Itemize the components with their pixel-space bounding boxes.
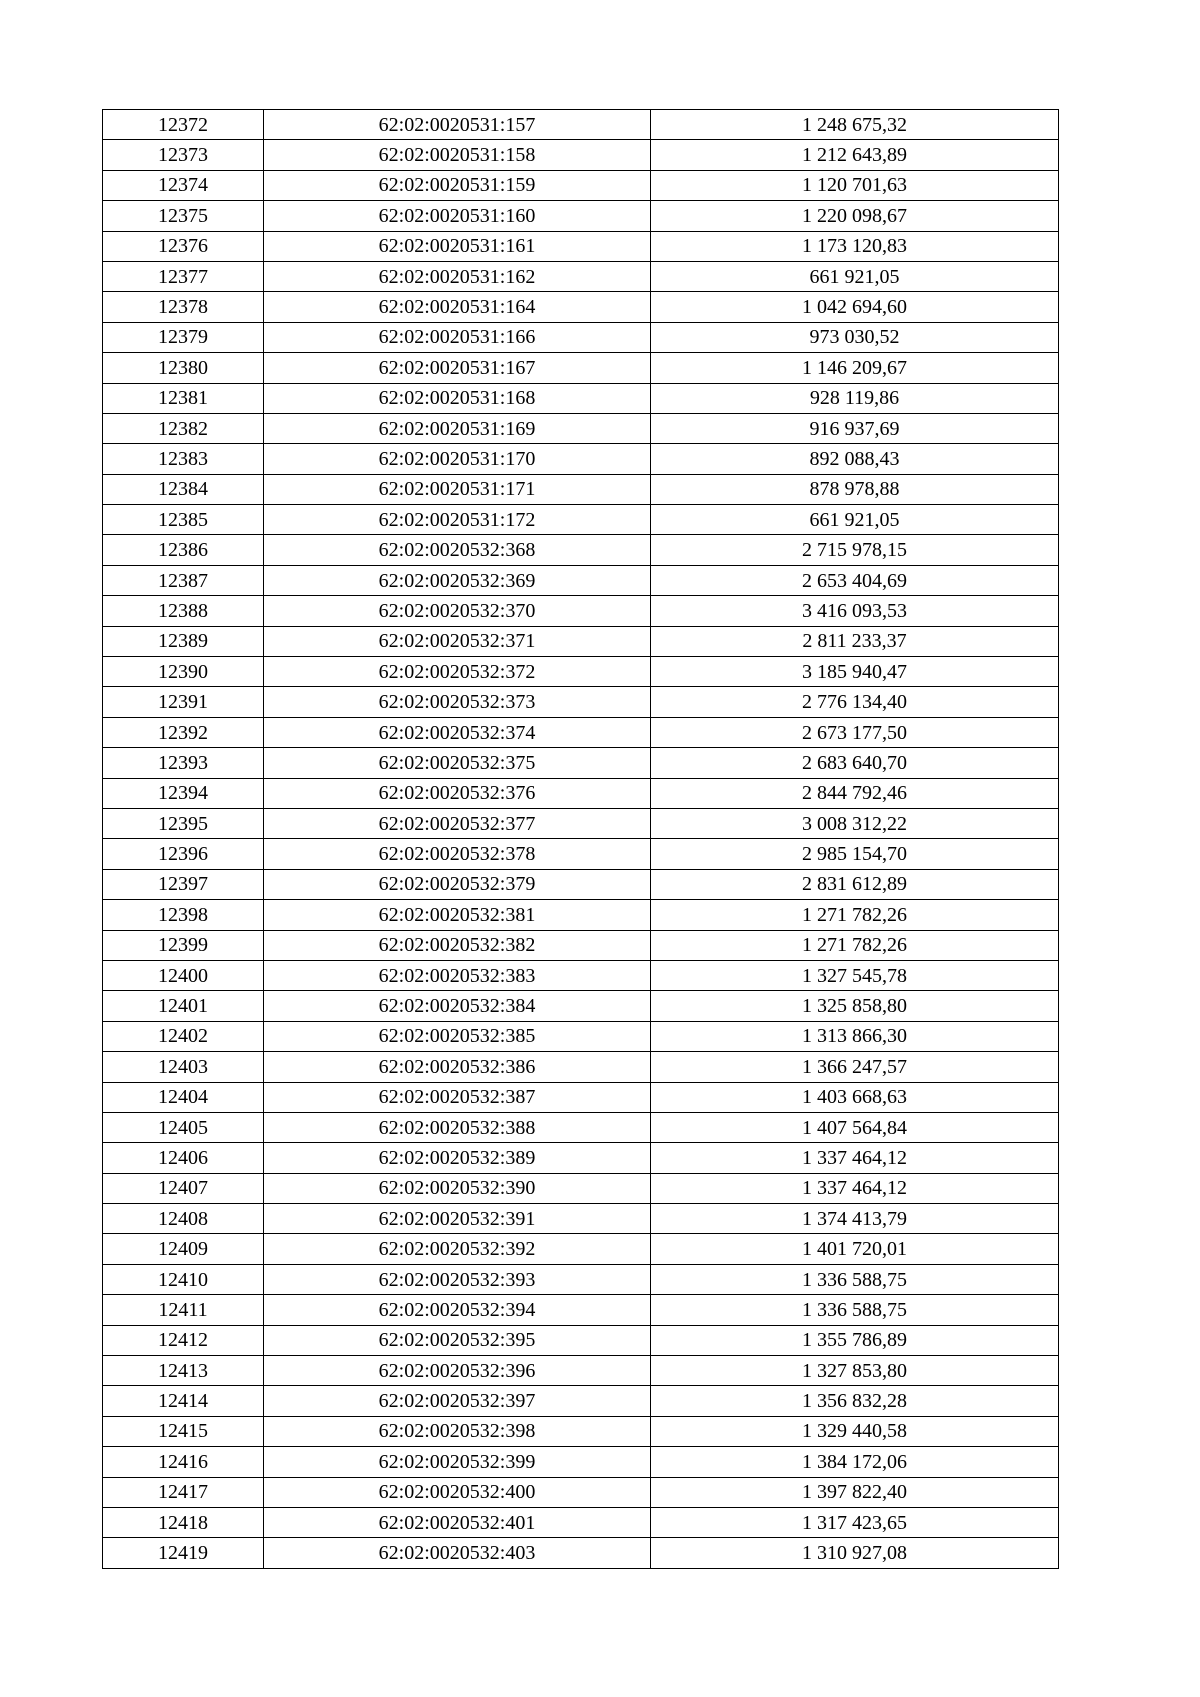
table-row — [103, 110, 1059, 140]
row-number-cell: 12408 — [103, 1204, 264, 1234]
cadastral-number-cell: 62:02:0020531:159 — [264, 170, 651, 200]
row-number-cell: 12384 — [103, 474, 264, 504]
row-number-cell: 12419 — [103, 1538, 264, 1568]
cadastral-value-cell: 1 271 782,26 — [651, 900, 1059, 930]
cadastral-value-cell: 661 921,05 — [651, 505, 1059, 535]
row-number-cell: 12406 — [103, 1143, 264, 1173]
table-row — [103, 657, 1059, 687]
table-row — [103, 383, 1059, 413]
row-number-cell: 12377 — [103, 261, 264, 291]
cadastral-number-cell: 62:02:0020532:392 — [264, 1234, 651, 1264]
cadastral-number-cell: 62:02:0020532:370 — [264, 596, 651, 626]
table-row — [103, 353, 1059, 383]
row-number-cell: 12411 — [103, 1295, 264, 1325]
cadastral-number-cell: 62:02:0020531:172 — [264, 505, 651, 535]
cadastral-number-cell: 62:02:0020532:400 — [264, 1477, 651, 1507]
table-row — [103, 626, 1059, 656]
table-row — [103, 596, 1059, 626]
row-number-cell: 12389 — [103, 626, 264, 656]
cadastral-number-cell: 62:02:0020532:379 — [264, 869, 651, 899]
table-row — [103, 1538, 1059, 1568]
cadastral-value-cell: 1 317 423,65 — [651, 1507, 1059, 1537]
cadastral-number-cell: 62:02:0020531:164 — [264, 292, 651, 322]
table-row — [103, 1295, 1059, 1325]
table-row — [103, 140, 1059, 170]
cadastral-number-cell: 62:02:0020532:375 — [264, 748, 651, 778]
cadastral-number-cell: 62:02:0020532:395 — [264, 1325, 651, 1355]
table-row — [103, 900, 1059, 930]
table-row — [103, 505, 1059, 535]
row-number-cell: 12393 — [103, 748, 264, 778]
row-number-cell: 12373 — [103, 140, 264, 170]
cadastral-value-cell: 1 384 172,06 — [651, 1447, 1059, 1477]
cadastral-value-cell: 2 844 792,46 — [651, 778, 1059, 808]
table-row — [103, 1173, 1059, 1203]
cadastral-value-cell: 1 356 832,28 — [651, 1386, 1059, 1416]
cadastral-number-cell: 62:02:0020532:376 — [264, 778, 651, 808]
row-number-cell: 12417 — [103, 1477, 264, 1507]
cadastral-number-cell: 62:02:0020532:381 — [264, 900, 651, 930]
cadastral-number-cell: 62:02:0020532:382 — [264, 930, 651, 960]
table-row — [103, 960, 1059, 990]
row-number-cell: 12414 — [103, 1386, 264, 1416]
table-row — [103, 1507, 1059, 1537]
row-number-cell: 12387 — [103, 565, 264, 595]
row-number-cell: 12380 — [103, 353, 264, 383]
row-number-cell: 12409 — [103, 1234, 264, 1264]
table-row — [103, 444, 1059, 474]
cadastral-value-cell: 1 325 858,80 — [651, 991, 1059, 1021]
cadastral-number-cell: 62:02:0020532:387 — [264, 1082, 651, 1112]
table-row — [103, 1143, 1059, 1173]
cadastral-value-cell: 1 374 413,79 — [651, 1204, 1059, 1234]
cadastral-value-cell: 1 220 098,67 — [651, 201, 1059, 231]
cadastral-value-cell: 1 310 927,08 — [651, 1538, 1059, 1568]
table-row — [103, 748, 1059, 778]
cadastral-number-cell: 62:02:0020532:391 — [264, 1204, 651, 1234]
row-number-cell: 12397 — [103, 869, 264, 899]
cadastral-value-cell: 2 653 404,69 — [651, 565, 1059, 595]
table-row — [103, 1112, 1059, 1142]
cadastral-number-cell: 62:02:0020532:378 — [264, 839, 651, 869]
cadastral-value-cell: 928 119,86 — [651, 383, 1059, 413]
cadastral-value-cell: 3 185 940,47 — [651, 657, 1059, 687]
cadastral-number-cell: 62:02:0020531:171 — [264, 474, 651, 504]
cadastral-value-cell: 1 397 822,40 — [651, 1477, 1059, 1507]
row-number-cell: 12399 — [103, 930, 264, 960]
cadastral-number-cell: 62:02:0020531:168 — [264, 383, 651, 413]
cadastral-number-cell: 62:02:0020532:384 — [264, 991, 651, 1021]
cadastral-number-cell: 62:02:0020532:372 — [264, 657, 651, 687]
row-number-cell: 12390 — [103, 657, 264, 687]
cadastral-value-cell: 1 313 866,30 — [651, 1021, 1059, 1051]
cadastral-value-cell: 1 327 853,80 — [651, 1356, 1059, 1386]
row-number-cell: 12396 — [103, 839, 264, 869]
cadastral-value-cell: 892 088,43 — [651, 444, 1059, 474]
cadastral-value-cell: 916 937,69 — [651, 413, 1059, 443]
cadastral-value-cell: 1 327 545,78 — [651, 960, 1059, 990]
table-row — [103, 1021, 1059, 1051]
cadastral-value-cell: 1 337 464,12 — [651, 1143, 1059, 1173]
row-number-cell: 12375 — [103, 201, 264, 231]
table-row — [103, 413, 1059, 443]
row-number-cell: 12376 — [103, 231, 264, 261]
row-number-cell: 12392 — [103, 717, 264, 747]
table-row — [103, 1264, 1059, 1294]
cadastral-number-cell: 62:02:0020531:160 — [264, 201, 651, 231]
cadastral-number-cell: 62:02:0020531:161 — [264, 231, 651, 261]
cadastral-value-cell: 2 985 154,70 — [651, 839, 1059, 869]
cadastral-number-cell: 62:02:0020531:169 — [264, 413, 651, 443]
row-number-cell: 12379 — [103, 322, 264, 352]
cadastral-number-cell: 62:02:0020532:394 — [264, 1295, 651, 1325]
cadastral-value-cell: 1 337 464,12 — [651, 1173, 1059, 1203]
cadastral-value-cell: 661 921,05 — [651, 261, 1059, 291]
row-number-cell: 12386 — [103, 535, 264, 565]
cadastral-value-cell: 1 120 701,63 — [651, 170, 1059, 200]
row-number-cell: 12394 — [103, 778, 264, 808]
table-row — [103, 474, 1059, 504]
row-number-cell: 12412 — [103, 1325, 264, 1355]
cadastral-number-cell: 62:02:0020531:166 — [264, 322, 651, 352]
table-row — [103, 170, 1059, 200]
cadastral-number-cell: 62:02:0020532:388 — [264, 1112, 651, 1142]
row-number-cell: 12415 — [103, 1416, 264, 1446]
cadastral-number-cell: 62:02:0020532:383 — [264, 960, 651, 990]
cadastral-number-cell: 62:02:0020531:170 — [264, 444, 651, 474]
table-row — [103, 1204, 1059, 1234]
cadastral-number-cell: 62:02:0020532:369 — [264, 565, 651, 595]
row-number-cell: 12400 — [103, 960, 264, 990]
table-row — [103, 930, 1059, 960]
table-row — [103, 261, 1059, 291]
row-number-cell: 12381 — [103, 383, 264, 413]
cadastral-value-cell: 2 715 978,15 — [651, 535, 1059, 565]
row-number-cell: 12383 — [103, 444, 264, 474]
table-row — [103, 1386, 1059, 1416]
cadastral-value-table — [102, 109, 1059, 1569]
row-number-cell: 12405 — [103, 1112, 264, 1142]
row-number-cell: 12385 — [103, 505, 264, 535]
table-row — [103, 717, 1059, 747]
table-row — [103, 1234, 1059, 1264]
cadastral-number-cell: 62:02:0020532:396 — [264, 1356, 651, 1386]
table-row — [103, 839, 1059, 869]
table-row — [103, 201, 1059, 231]
cadastral-value-cell: 1 401 720,01 — [651, 1234, 1059, 1264]
table-row — [103, 1356, 1059, 1386]
cadastral-value-cell: 2 811 233,37 — [651, 626, 1059, 656]
cadastral-number-cell: 62:02:0020532:371 — [264, 626, 651, 656]
table-row — [103, 869, 1059, 899]
cadastral-value-cell: 2 673 177,50 — [651, 717, 1059, 747]
table-row — [103, 1416, 1059, 1446]
cadastral-number-cell: 62:02:0020532:385 — [264, 1021, 651, 1051]
cadastral-number-cell: 62:02:0020531:162 — [264, 261, 651, 291]
row-number-cell: 12418 — [103, 1507, 264, 1537]
cadastral-number-cell: 62:02:0020532:401 — [264, 1507, 651, 1537]
row-number-cell: 12410 — [103, 1264, 264, 1294]
table-row — [103, 1082, 1059, 1112]
cadastral-value-cell: 1 271 782,26 — [651, 930, 1059, 960]
table-row — [103, 231, 1059, 261]
cadastral-value-cell: 973 030,52 — [651, 322, 1059, 352]
cadastral-value-cell: 1 355 786,89 — [651, 1325, 1059, 1355]
row-number-cell: 12395 — [103, 808, 264, 838]
cadastral-value-cell: 2 776 134,40 — [651, 687, 1059, 717]
cadastral-value-cell: 2 831 612,89 — [651, 869, 1059, 899]
cadastral-number-cell: 62:02:0020532:390 — [264, 1173, 651, 1203]
cadastral-number-cell: 62:02:0020532:398 — [264, 1416, 651, 1446]
table-row — [103, 322, 1059, 352]
cadastral-value-cell: 2 683 640,70 — [651, 748, 1059, 778]
table-row — [103, 687, 1059, 717]
row-number-cell: 12388 — [103, 596, 264, 626]
cadastral-number-cell: 62:02:0020532:397 — [264, 1386, 651, 1416]
cadastral-number-cell: 62:02:0020531:167 — [264, 353, 651, 383]
cadastral-value-cell: 1 403 668,63 — [651, 1082, 1059, 1112]
row-number-cell: 12401 — [103, 991, 264, 1021]
row-number-cell: 12413 — [103, 1356, 264, 1386]
table-body — [103, 110, 1059, 1569]
table-row — [103, 1477, 1059, 1507]
cadastral-value-cell: 1 173 120,83 — [651, 231, 1059, 261]
table-row — [103, 565, 1059, 595]
cadastral-value-cell: 1 336 588,75 — [651, 1264, 1059, 1294]
table-row — [103, 292, 1059, 322]
cadastral-value-cell: 1 212 643,89 — [651, 140, 1059, 170]
cadastral-value-cell: 1 407 564,84 — [651, 1112, 1059, 1142]
row-number-cell: 12391 — [103, 687, 264, 717]
cadastral-number-cell: 62:02:0020532:386 — [264, 1052, 651, 1082]
cadastral-value-cell: 1 146 209,67 — [651, 353, 1059, 383]
cadastral-number-cell: 62:02:0020532:368 — [264, 535, 651, 565]
row-number-cell: 12382 — [103, 413, 264, 443]
cadastral-number-cell: 62:02:0020531:158 — [264, 140, 651, 170]
table-row — [103, 1325, 1059, 1355]
cadastral-number-cell: 62:02:0020532:393 — [264, 1264, 651, 1294]
row-number-cell: 12403 — [103, 1052, 264, 1082]
cadastral-value-cell: 1 366 247,57 — [651, 1052, 1059, 1082]
cadastral-value-cell: 878 978,88 — [651, 474, 1059, 504]
cadastral-value-cell: 1 329 440,58 — [651, 1416, 1059, 1446]
row-number-cell: 12378 — [103, 292, 264, 322]
cadastral-value-cell: 1 042 694,60 — [651, 292, 1059, 322]
cadastral-value-cell: 3 008 312,22 — [651, 808, 1059, 838]
cadastral-number-cell: 62:02:0020532:399 — [264, 1447, 651, 1477]
row-number-cell: 12374 — [103, 170, 264, 200]
cadastral-number-cell: 62:02:0020531:157 — [264, 110, 651, 140]
table-row — [103, 778, 1059, 808]
cadastral-number-cell: 62:02:0020532:389 — [264, 1143, 651, 1173]
row-number-cell: 12416 — [103, 1447, 264, 1477]
row-number-cell: 12407 — [103, 1173, 264, 1203]
cadastral-value-cell: 1 336 588,75 — [651, 1295, 1059, 1325]
table-row — [103, 991, 1059, 1021]
cadastral-value-cell: 3 416 093,53 — [651, 596, 1059, 626]
cadastral-number-cell: 62:02:0020532:373 — [264, 687, 651, 717]
row-number-cell: 12402 — [103, 1021, 264, 1051]
row-number-cell: 12372 — [103, 110, 264, 140]
table-row — [103, 535, 1059, 565]
cadastral-number-cell: 62:02:0020532:377 — [264, 808, 651, 838]
row-number-cell: 12404 — [103, 1082, 264, 1112]
table-row — [103, 1052, 1059, 1082]
cadastral-number-cell: 62:02:0020532:403 — [264, 1538, 651, 1568]
cadastral-value-cell: 1 248 675,32 — [651, 110, 1059, 140]
table-row — [103, 1447, 1059, 1477]
cadastral-number-cell: 62:02:0020532:374 — [264, 717, 651, 747]
table-row — [103, 808, 1059, 838]
row-number-cell: 12398 — [103, 900, 264, 930]
